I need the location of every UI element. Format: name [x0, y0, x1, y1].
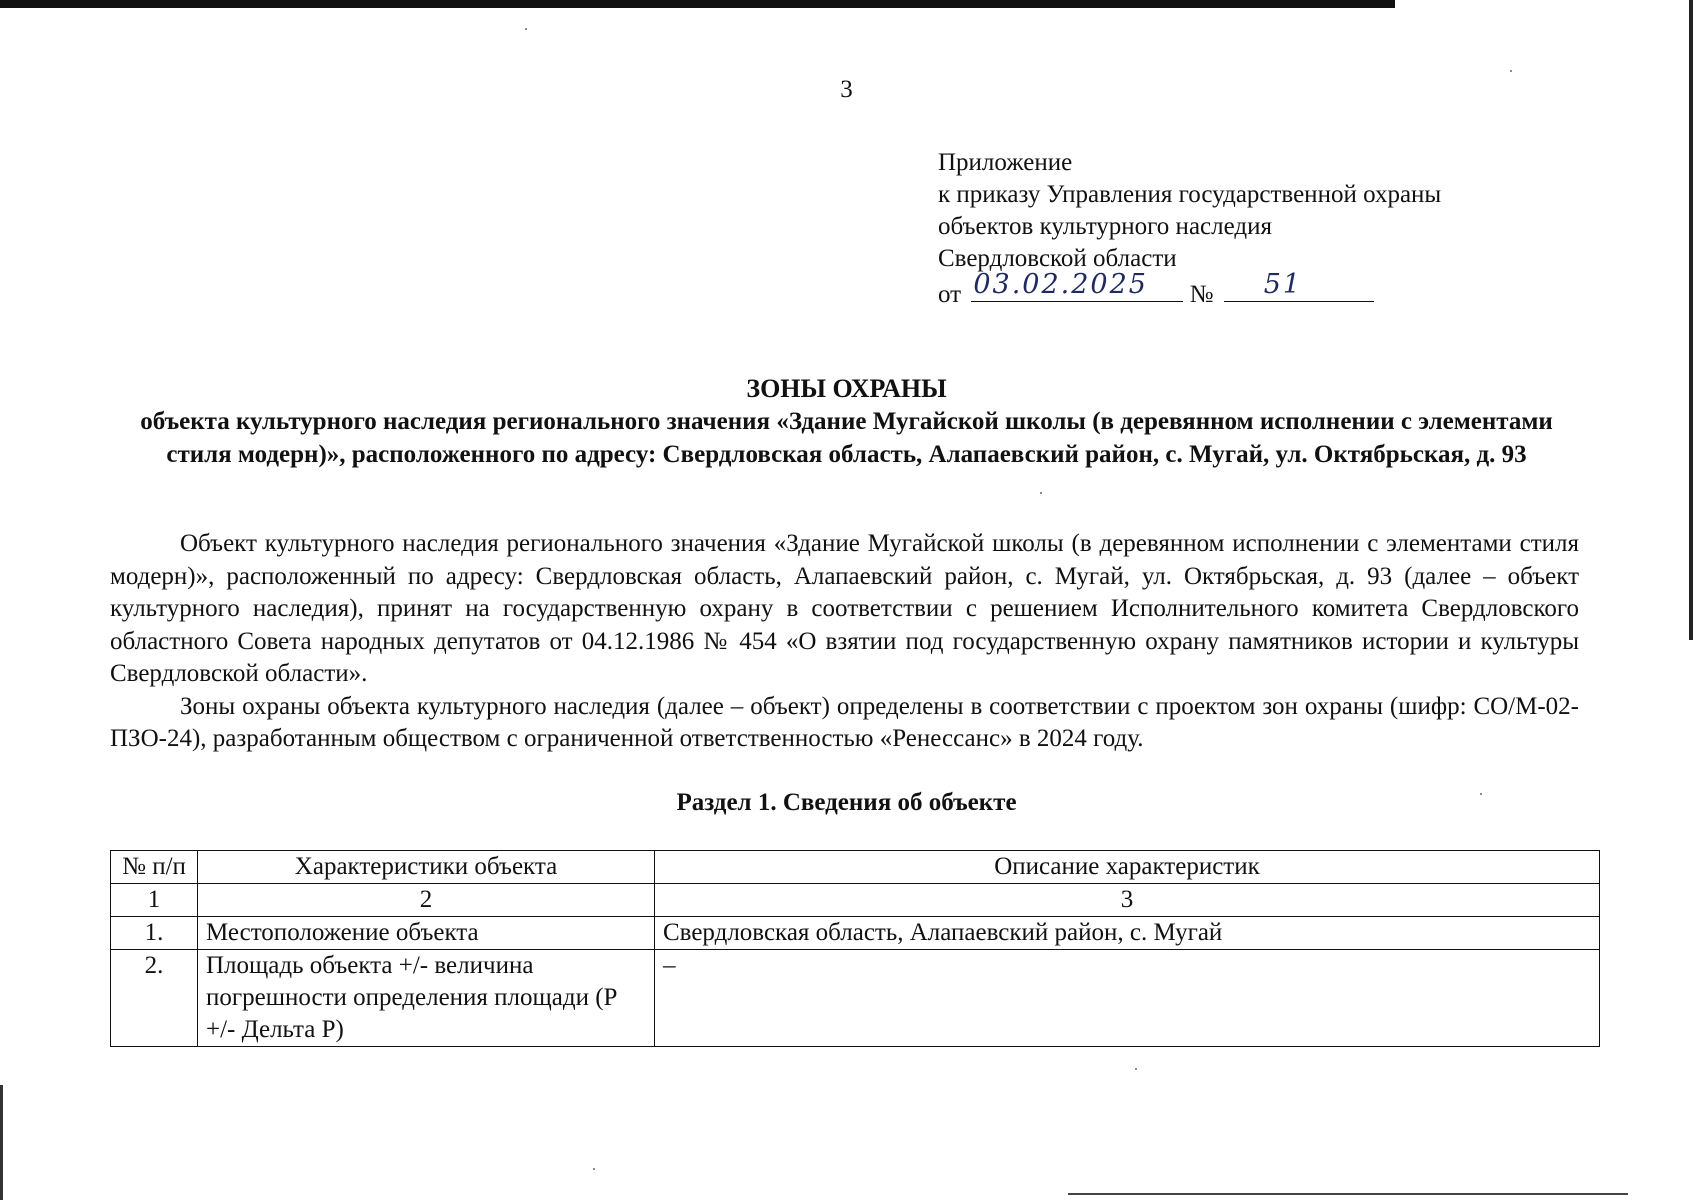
table-index-row	[111, 884, 1600, 917]
table-header-row	[111, 851, 1600, 884]
page-number: 3	[840, 76, 853, 103]
row-number: 2.	[111, 950, 198, 1047]
appendix-line-3: объектов культурного наследия	[938, 213, 1272, 240]
date-prefix: от	[938, 281, 962, 308]
scan-left-edge	[0, 1085, 3, 1200]
appendix-date-number-line	[938, 269, 1441, 311]
document-title: ЗОНЫ ОХРАНЫ	[746, 374, 947, 403]
document-title-block	[110, 372, 1583, 471]
header-description: Описание характеристик	[655, 851, 1600, 884]
scan-speck	[593, 1168, 595, 1170]
object-info-table	[110, 850, 1600, 1047]
scan-speck	[1510, 70, 1512, 72]
body-text	[110, 528, 1579, 756]
paragraph-2: Зоны охраны объекта культурного наследия (далее – объект) определены в соответствии с проектом зон охраны (шифр: СО/М-02-ПЗО-24), разработанным обществом с ограниченной ответственностью «Ренессанс» в 2024 году.	[110, 692, 1579, 752]
appendix-block	[938, 147, 1441, 311]
handwritten-date: 03.02.2025	[973, 269, 1148, 300]
document-subtitle: объекта культурного наследия регионального значения «Здание Мугайской школы (в деревянном исполнении с элементами стиля модерн)», расположенного по адресу: Свердловская область, Алапаевский район, с. Мугай, ул. Октябрьская, д. 93	[140, 408, 1553, 468]
row-description: –	[655, 950, 1600, 1047]
section-title: Раздел 1. Сведения об объекте	[676, 789, 1017, 816]
appendix-line-2: к приказу Управления государственной охраны	[938, 181, 1442, 208]
scan-bottom-line	[1068, 1193, 1628, 1195]
row-characteristic: Площадь объекта +/- величина погрешности определения площади (P +/- Дельта P)	[198, 950, 655, 1047]
index-cell: 1	[111, 884, 198, 917]
table-row	[111, 917, 1600, 950]
index-cell: 3	[655, 884, 1600, 917]
paragraph-1: Объект культурного наследия регионального значения «Здание Мугайской школы (в деревянном исполнении с элементами стиля модерн)», расположенный по адресу: Свердловская область, Алапаевский район, с. Мугай, ул. Октябрьская, д. 93 (далее – объект культурного наследия), принят на государственную охрану в соответствии с решением Исполнительного комитета Свердловского областного Совета народных депутатов от 04.12.1986 № 454 «О взятии под государственную охрану памятников истории и культуры Свердловской области».	[110, 530, 1579, 687]
number-field	[1224, 269, 1374, 302]
header-number: № п/п	[111, 851, 198, 884]
handwritten-number: 51	[1263, 269, 1303, 300]
number-prefix: №	[1189, 281, 1214, 308]
scan-speck	[1040, 492, 1042, 494]
table-row	[111, 950, 1600, 1047]
date-field	[971, 269, 1183, 302]
scan-top-border	[0, 0, 1395, 8]
appendix-line-4: Свердловской области	[938, 245, 1177, 272]
row-characteristic: Местоположение объекта	[198, 917, 655, 950]
scan-speck	[1135, 1068, 1137, 1070]
appendix-line-1: Приложение	[938, 149, 1073, 176]
header-characteristic: Характеристики объекта	[198, 851, 655, 884]
index-cell: 2	[198, 884, 655, 917]
row-description: Свердловская область, Алапаевский район, с. Мугай	[655, 917, 1600, 950]
scan-speck	[525, 28, 527, 30]
row-number: 1.	[111, 917, 198, 950]
